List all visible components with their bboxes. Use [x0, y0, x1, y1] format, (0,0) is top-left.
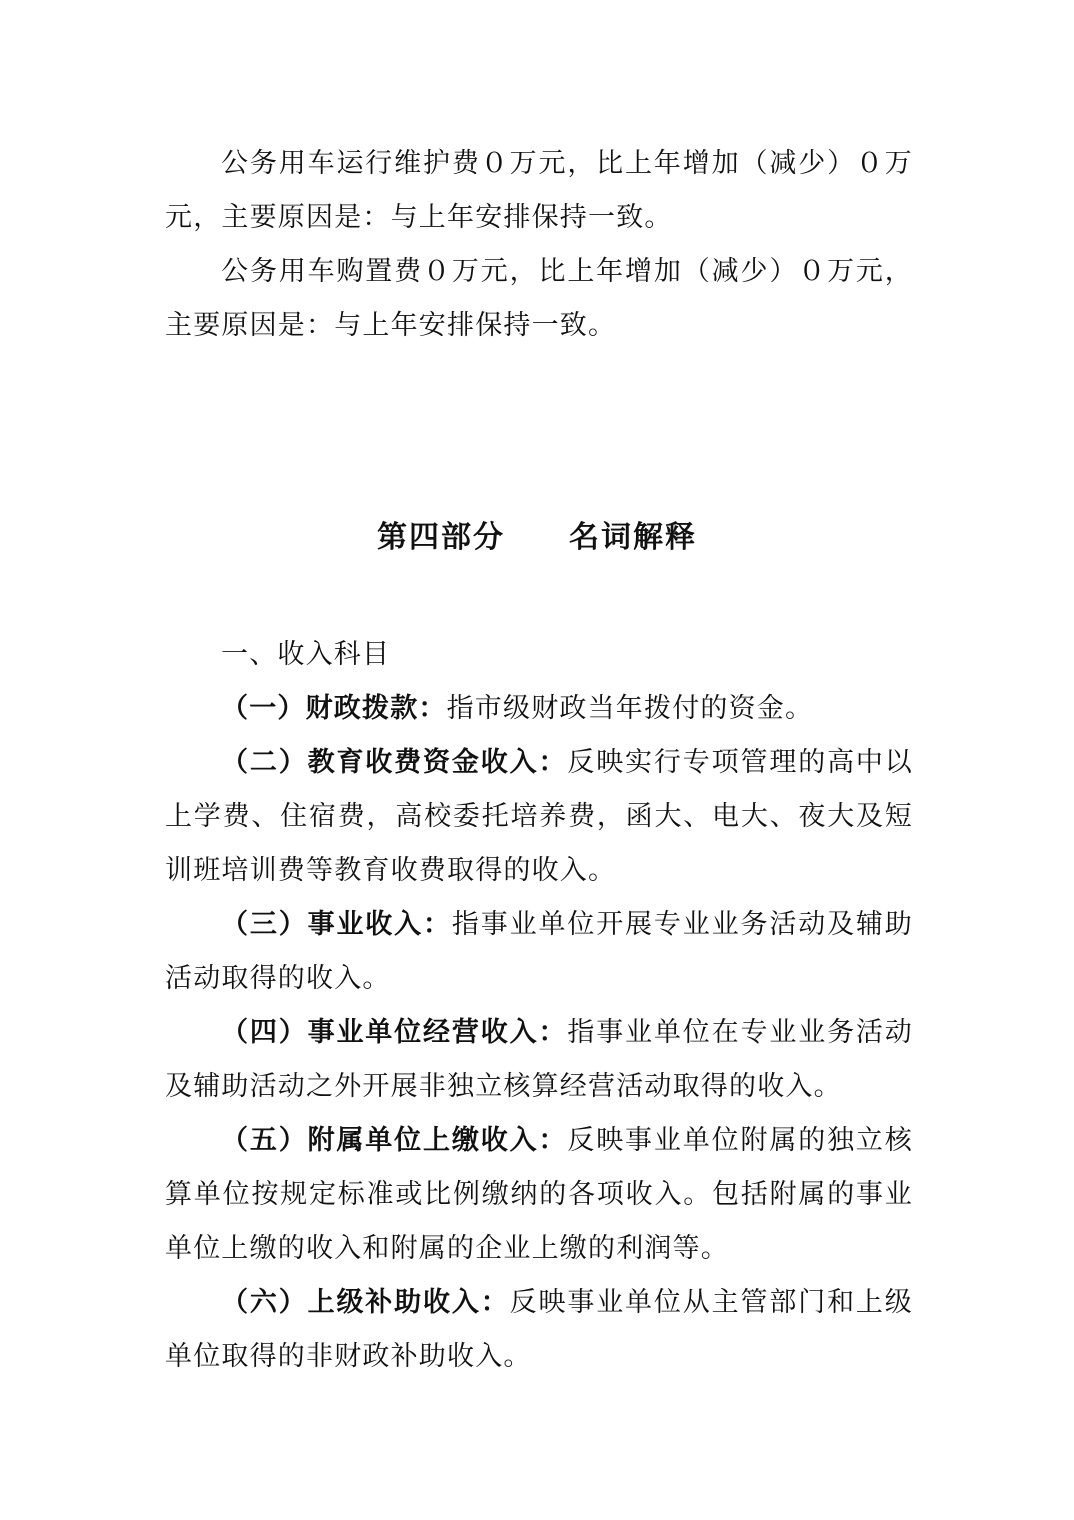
- glossary-term: （一）财政拨款：: [221, 693, 447, 724]
- vehicle-expense-section: [165, 137, 913, 353]
- glossary-item-operating-income: [165, 1006, 913, 1114]
- glossary-section: [165, 628, 913, 1384]
- glossary-item-superior-subsidy: [165, 1276, 913, 1384]
- glossary-term: （三）事业收入：: [221, 909, 452, 940]
- glossary-description: 指事业单位在专业业务活动及辅助活动之外开展非独立核算经营活动取得的收入。: [165, 1017, 913, 1102]
- glossary-description: 反映实行专项管理的高中以上学费、住宿费，高校委托培养费，函大、电大、夜大及短训班培训费等教育收费取得的收入。: [165, 747, 913, 886]
- section-title: 第四部分 名词解释: [377, 520, 697, 555]
- glossary-term: （二）教育收费资金收入：: [221, 747, 568, 778]
- glossary-term: （六）上级补助收入：: [221, 1287, 510, 1318]
- glossary-item-affiliated-income: [165, 1114, 913, 1276]
- subsection-title: 一、收入科目: [221, 639, 391, 670]
- glossary-description: 反映事业单位从主管部门和上级单位取得的非财政补助收入。: [165, 1287, 913, 1372]
- vehicle-purchase-paragraph: 公务用车购置费０万元，比上年增加（减少）０万元，主要原因是：与上年安排保持一致。: [165, 256, 913, 341]
- vehicle-maintenance-paragraph: 公务用车运行维护费０万元，比上年增加（减少）０万元，主要原因是：与上年安排保持一致。: [165, 148, 913, 233]
- glossary-item-business-income: [165, 898, 913, 1006]
- glossary-term: （五）附属单位上缴收入：: [221, 1125, 568, 1156]
- glossary-description: 反映事业单位附属的独立核算单位按规定标准或比例缴纳的各项收入。包括附属的事业单位上缴的收入和附属的企业上缴的利润等。: [165, 1125, 913, 1264]
- glossary-item-fiscal-allocation: [165, 682, 913, 736]
- glossary-item-education-fee: [165, 736, 913, 898]
- glossary-description: 指事业单位开展专业业务活动及辅助活动取得的收入。: [165, 909, 913, 994]
- glossary-description: 指市级财政当年拨付的资金。: [446, 693, 814, 724]
- glossary-term: （四）事业单位经营收入：: [221, 1017, 568, 1048]
